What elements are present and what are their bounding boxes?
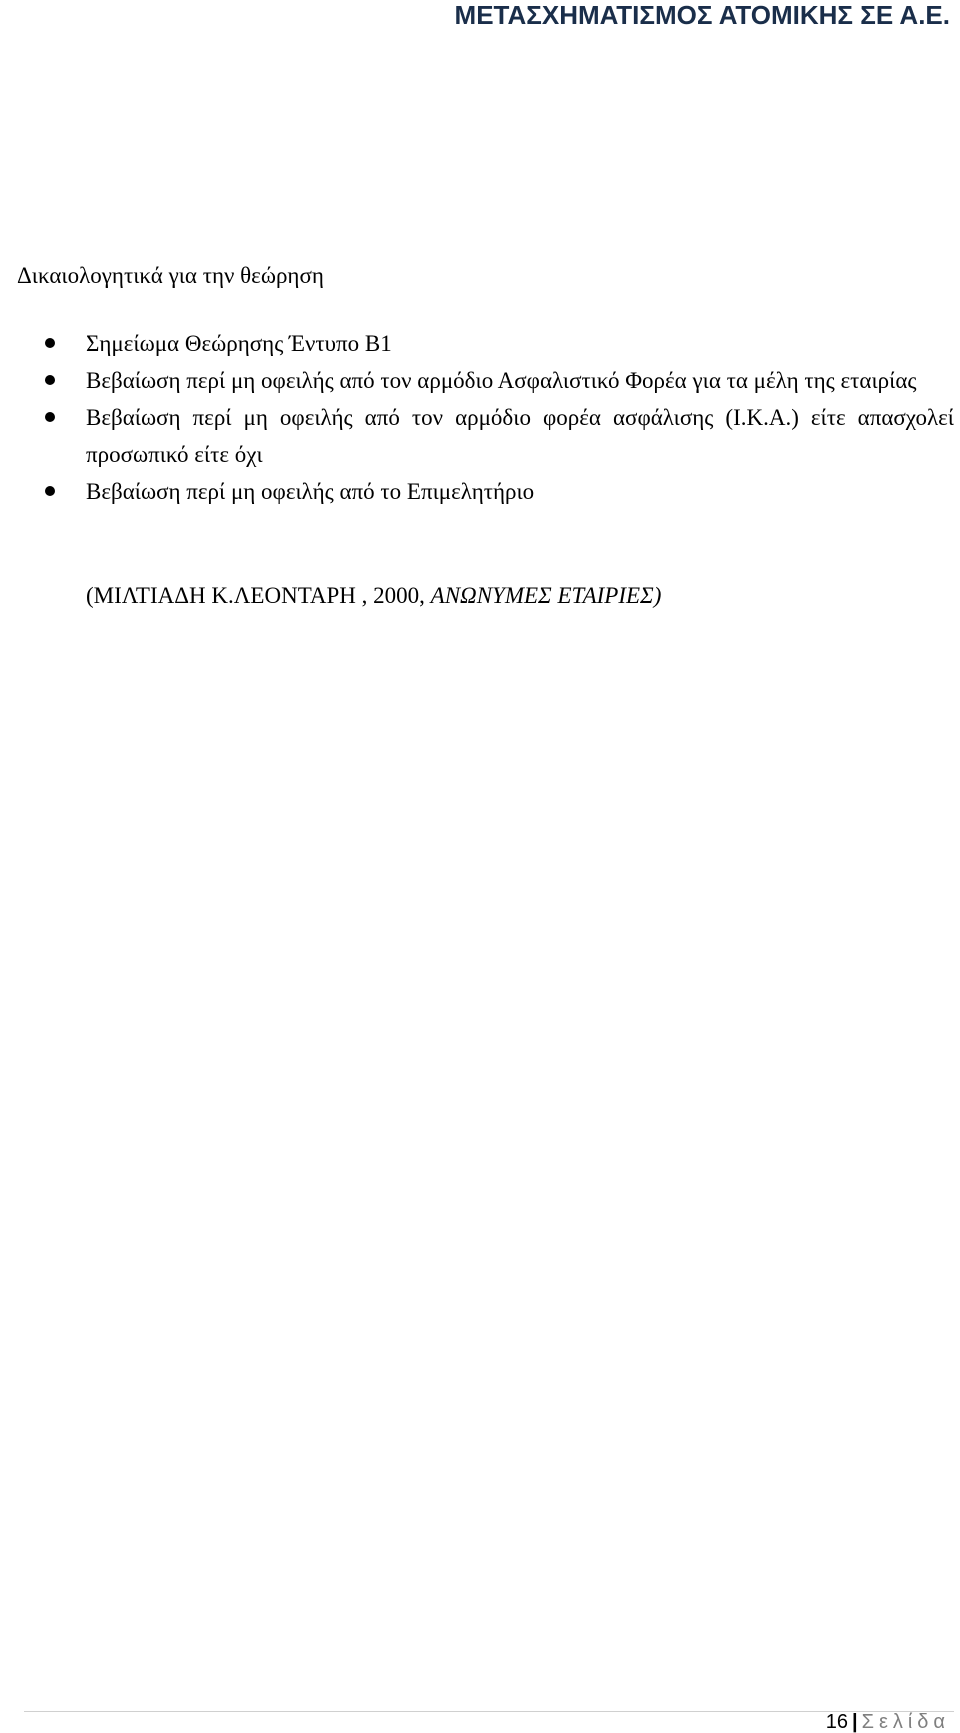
section-heading: Δικαιολογητικά για την θεώρηση — [17, 263, 324, 288]
bullet-icon — [45, 375, 55, 385]
page-number: 16 — [825, 1711, 848, 1733]
list-item-text: Βεβαίωση περί μη οφειλής από τον αρμόδιο φορέα ασφάλισης (Ι.Κ.Α.) είτε απασχολεί προσωπικό είτε όχι — [86, 405, 954, 467]
page-label: Σελίδα — [861, 1711, 950, 1733]
document-header-title: ΜΕΤΑΣΧΗΜΑΤΙΣΜΟΣ ΑΤΟΜΙΚΗΣ ΣΕ Α.Ε. — [454, 0, 950, 30]
citation-book-title: ΑΝΩΝΥΜΕΣ ΕΤΑΙΡΙΕΣ) — [430, 583, 662, 608]
page-footer — [826, 1713, 950, 1731]
bullet-icon — [45, 486, 55, 496]
list-item-text: Σημείωμα Θεώρησης Έντυπο Β1 — [86, 331, 392, 356]
list-item — [0, 473, 960, 510]
footer-separator: | — [851, 1711, 858, 1733]
list-item-text: Βεβαίωση περί μη οφειλής από τον αρμόδιο Ασφαλιστικό Φορέα για τα μέλη της εταιρίας — [86, 368, 917, 393]
bullet-icon — [45, 412, 55, 422]
list-item — [0, 325, 960, 362]
footer-divider — [24, 1711, 954, 1712]
list-item — [0, 399, 960, 473]
requirements-list — [0, 325, 960, 510]
bullet-icon — [45, 338, 55, 348]
citation — [86, 581, 661, 611]
citation-author-year: (ΜΙΛΤΙΑΔΗ Κ.ΛΕΟΝΤΑΡΗ , 2000, — [86, 583, 431, 608]
list-item — [0, 362, 960, 399]
list-item-text: Βεβαίωση περί μη οφειλής από το Επιμελητήριο — [86, 479, 535, 504]
